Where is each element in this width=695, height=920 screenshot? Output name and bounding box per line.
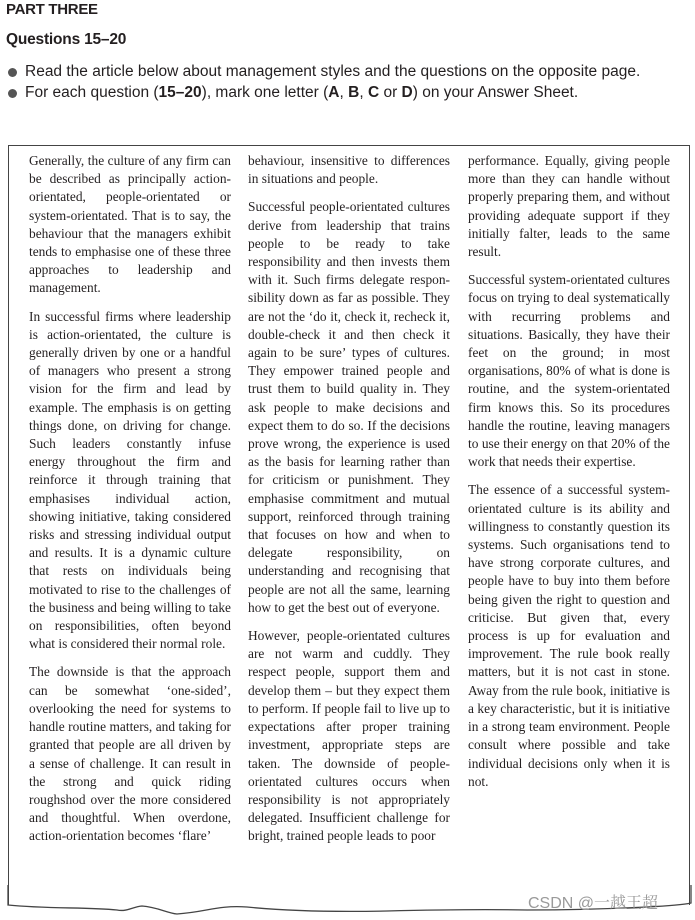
instructions-list bbox=[6, 62, 686, 103]
paragraph: However, people-orientated cultures are not warm and cuddly. They respect people, support them and develop them – but they expect them to perform. If people fail to live up to expectations after proper training investment, appropriate steps are taken. The downside of people-orientated cultures occurs when responsibility is not appropriately delegated. Insufficient challenge for bright, trained people leads to poor bbox=[248, 628, 450, 844]
paragraph: performance. Equally, giving people more than they can handle without properly preparing them, and without providing adequate support if they initially falter, leads to the same result. bbox=[468, 153, 670, 260]
instruction-text-mid: ), mark one letter ( bbox=[201, 83, 329, 101]
paragraph: Generally, the culture of any firm can be described as principally action-orientated, people-orientated or system-orientated. That is to say, the behaviour that the managers exhibit tends to emphasise one of these three approaches to leadership and management. bbox=[29, 153, 231, 296]
watermark: CSDN @一越王超 bbox=[528, 895, 659, 912]
instruction-text-pre: For each question ( bbox=[25, 83, 159, 101]
separator: , bbox=[339, 83, 349, 101]
option-b: B bbox=[348, 83, 360, 101]
option-a: A bbox=[328, 83, 340, 101]
instruction-item bbox=[6, 62, 686, 83]
paragraph: behaviour, insensitive to differences in situations and people. bbox=[248, 153, 450, 187]
question-range: 15–20 bbox=[158, 83, 202, 101]
separator-or: or bbox=[379, 83, 402, 101]
instruction-text: Read the article below about management styles and the questions on the opposite page. bbox=[25, 63, 641, 80]
paragraph: Successful people-orientated cultures derive from leadership that trains people to be ready to take responsibility and then invests them with it. Such firms delegate responsibility down as far as possible. They are not the ‘do it, check it, recheck it, double-check it and then check it again to be sure’ types of cultures. They empower trained people and trust them to build quality in. They ask people to make decisions and expect them to do so. If the decisions prove wrong, the experience is used as the basis for learning rather than for criticism or punishment. They emphasise commitment and mutual support, reinforced through training that focuses on how and when to delegate responsibility, on understanding and recognising that people are not all the same, learning how to get the best out of everyone. bbox=[248, 199, 450, 615]
paragraph: The essence of a successful system-orientated culture is its ability and willingness to constantly question its systems. Such organisations tend to have strong corporate cultures, and people have to buy into them before being given the right to question and criticise. But given that, every process is up for evaluation and improvement. The rule book really matters, but it is not cast in stone. Away from the rule book, initiative is a key characteristic, but it is initiative in a strong team environment. People consult where possible and take individual decisions only when it is not. bbox=[468, 482, 670, 789]
paragraph: The downside is that the approach can be somewhat ‘one-sided’, overlooking the need for systems to handle routine matters, and taking for granted that people are all driven by a sense of challenge. It can result in the strong and quick riding roughshod over the more considered and thoughtful. When overdone, action-orientation becomes ‘flare’ bbox=[29, 664, 231, 844]
option-c: C bbox=[367, 83, 380, 101]
bullet-icon bbox=[8, 68, 17, 77]
instruction-item bbox=[6, 83, 686, 104]
article-column-1 bbox=[29, 152, 231, 856]
separator: , bbox=[359, 83, 368, 101]
paragraph: In successful firms where leadership is action-orientated, the culture is generally driven by one or a handful of managers who present a strong vision for the firm and lead by example. The emphasis is on getting things done, on driving for change. Such leaders constantly infuse energy throughout the firm and reinforce it through training that emphasises individual action, showing initiative, taking considered risks and stressing individual output and results. It is a dynamic culture that rests on individuals being motivated to rise to the challenges of the business and being willing to take on responsibilities, often beyond what is considered their normal role. bbox=[29, 308, 231, 652]
instruction-text-post: ) on your Answer Sheet. bbox=[412, 83, 579, 101]
paragraph: Successful system-orientated cultures focus on trying to deal systematically with recurring problems and situations. Basically, they have their feet on the ground; in most organisations, 80% of what is done is routine, and the system-orientated firm knows this. So its procedures handle the routine, leaving managers to use their energy on that 20% of the work that needs their expertise. bbox=[468, 272, 670, 470]
article-column-3 bbox=[468, 152, 670, 801]
article-column-2 bbox=[248, 152, 450, 856]
option-d: D bbox=[401, 83, 413, 101]
part-title: PART THREE bbox=[6, 1, 98, 18]
article-box bbox=[8, 145, 690, 905]
questions-heading: Questions 15–20 bbox=[6, 31, 127, 48]
bullet-icon bbox=[8, 89, 17, 98]
